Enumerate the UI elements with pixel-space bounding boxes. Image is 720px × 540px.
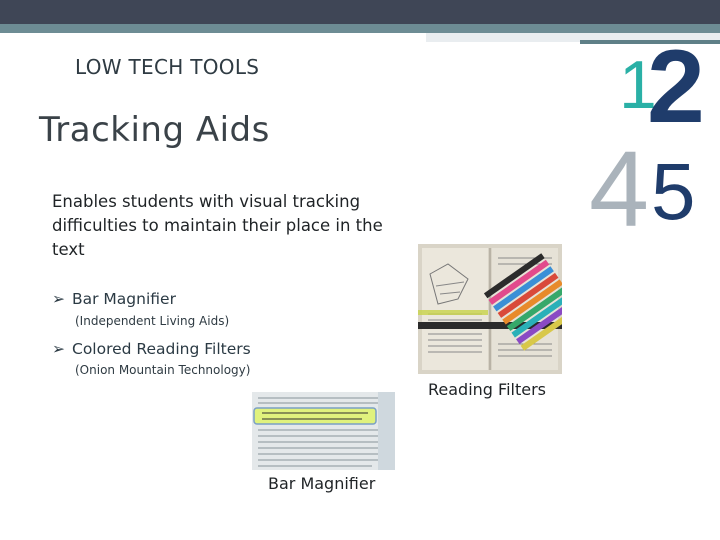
- number-four: 4: [589, 128, 650, 249]
- bullet-source: (Independent Living Aids): [75, 314, 230, 328]
- number-two: 2: [647, 29, 705, 145]
- arrow-bullet-icon: ➢: [52, 290, 65, 308]
- reading-filters-caption: Reading Filters: [428, 380, 546, 399]
- header-bar: [0, 0, 720, 24]
- bullet-source: (Onion Mountain Technology): [75, 363, 251, 377]
- number-five: 5: [651, 147, 696, 236]
- bullet-bar-magnifier: [52, 290, 176, 308]
- number-one: 1: [619, 47, 657, 123]
- slide-description: Enables students with visual tracking difficulties to maintain their place in the text: [52, 192, 383, 259]
- bullet-label: Bar Magnifier: [72, 290, 176, 308]
- bar-magnifier-photo: [252, 392, 395, 470]
- section-label: LOW TECH TOOLS: [75, 55, 260, 79]
- decorative-numbers: [585, 29, 720, 249]
- bullet-label: Colored Reading Filters: [72, 340, 251, 358]
- bullet-reading-filters: [52, 340, 251, 358]
- reading-filters-photo: [418, 244, 562, 374]
- slide-title: Tracking Aids: [39, 110, 270, 150]
- bar-magnifier-caption: Bar Magnifier: [268, 474, 376, 493]
- header-accent-stripe: [0, 24, 720, 33]
- arrow-bullet-icon: ➢: [52, 340, 65, 358]
